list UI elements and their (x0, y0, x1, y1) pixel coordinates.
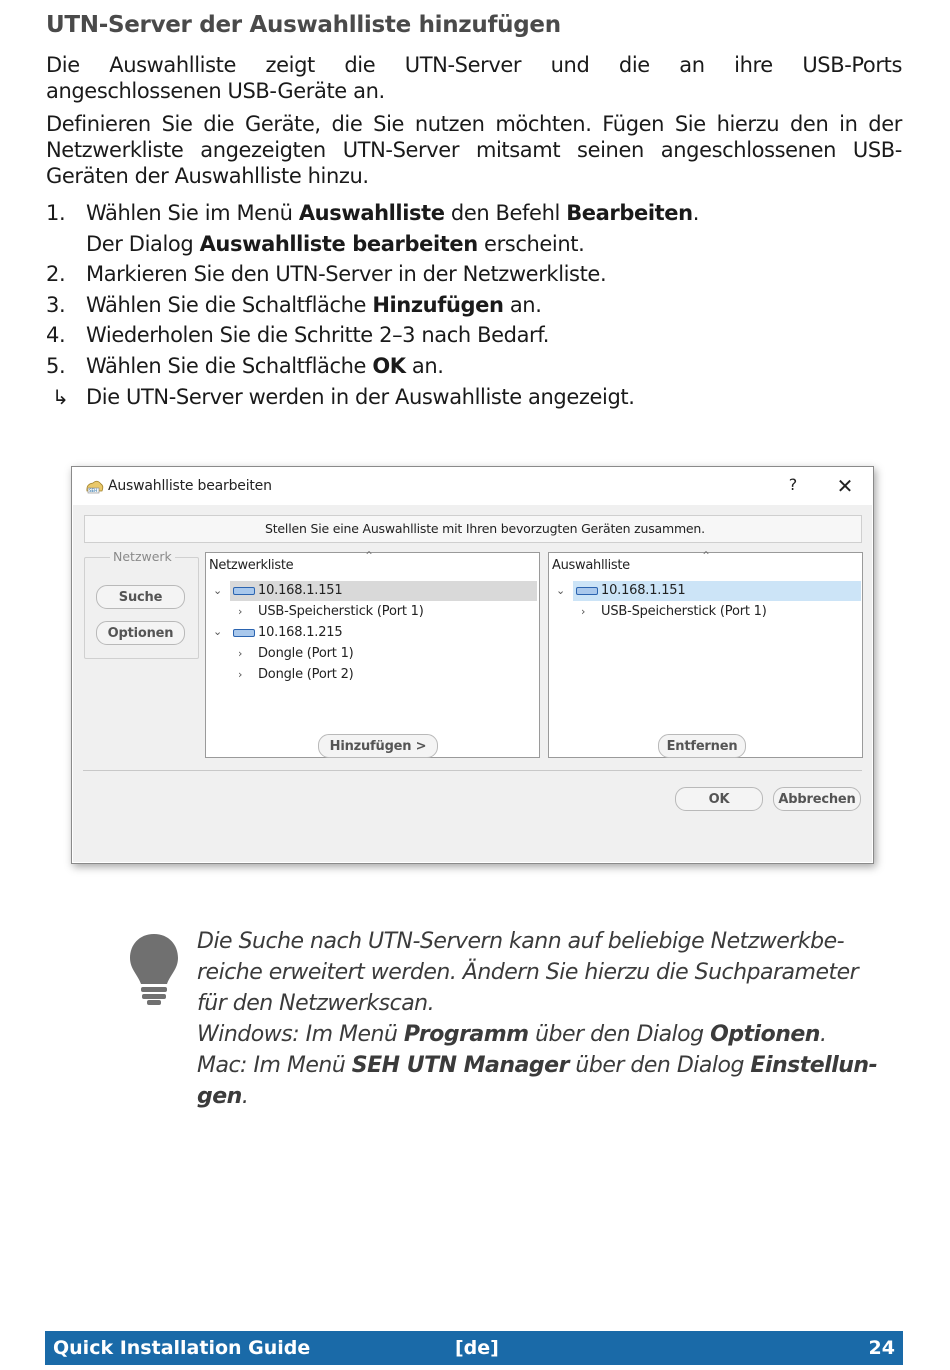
step-text: an. (405, 353, 444, 378)
chevron-right-icon[interactable]: › (238, 647, 243, 660)
help-button[interactable]: ? (788, 475, 798, 494)
hint-line: reiche erweitert werden. Ändern Sie hierzu die Suchparameter (197, 960, 859, 985)
step-result (46, 382, 902, 413)
step-text: erscheint. (477, 231, 585, 256)
hint-text-part: über den Dialog (568, 1053, 751, 1078)
step-number: 4. (46, 323, 66, 348)
intro2-line1: Definieren Sie die Geräte, die Sie nutzen möchten. Fügen Sie hierzu den in der (46, 112, 902, 136)
dialog-name: Einstellun- (750, 1053, 878, 1078)
sort-caret-icon: ⌃ (364, 549, 375, 563)
command-name: Bearbeiten (566, 201, 693, 225)
tree-label: 10.168.1.151 (258, 583, 343, 598)
hint-mac-line (197, 1050, 878, 1081)
hint-line: für den Netzwerkscan. (197, 991, 435, 1016)
intro-paragraph-2-l2 (46, 137, 902, 163)
step-text: Markieren Sie den UTN-Server in der Netzwerkliste. (86, 262, 607, 287)
step-text: Die UTN-Server werden in der Auswahlliste angezeigt. (86, 384, 635, 409)
step-4 (46, 320, 902, 351)
dialog-divider (83, 770, 862, 771)
selection-list-header[interactable]: Auswahlliste (552, 558, 630, 573)
step-1 (46, 198, 902, 229)
intro1-line2: angeschlossenen USB-Geräte an. (46, 79, 385, 103)
server-icon (233, 587, 255, 595)
network-group-label: Netzwerk (110, 549, 175, 564)
tree-row-server-1[interactable] (230, 581, 537, 601)
intro-paragraph-1-cont (46, 78, 902, 104)
step-text: Wählen Sie die Schaltfläche (86, 292, 373, 317)
result-arrow-icon: ↳ (52, 384, 69, 409)
selection-list-panel[interactable] (548, 549, 863, 758)
hint-text-part: über den Dialog (528, 1022, 711, 1047)
hint-mac-line-cont (197, 1081, 857, 1112)
chevron-right-icon[interactable]: › (238, 605, 243, 618)
edit-selection-dialog (71, 466, 874, 864)
tree-row-server-1[interactable] (573, 581, 861, 601)
step-number: 3. (46, 292, 66, 317)
hint-text-part: Mac: Im Menü (197, 1053, 352, 1078)
step-number: 2. (46, 262, 66, 287)
chevron-down-icon[interactable]: ⌄ (213, 625, 223, 638)
tree-label: USB-Speicherstick (Port 1) (601, 604, 767, 619)
hint-line: Die Suche nach UTN-Servern kann auf beliebige Netzwerkbe- (197, 929, 845, 954)
step-text: den Befehl (444, 201, 567, 225)
remove-button[interactable]: Entfernen (658, 734, 746, 758)
button-name: OK (372, 353, 406, 378)
button-name: Hinzufügen (372, 292, 504, 317)
step-number: 5. (46, 353, 66, 378)
page-number: 24 (868, 1337, 895, 1359)
menu-name: Auswahlliste (298, 201, 445, 225)
tree-label: 10.168.1.151 (601, 583, 686, 598)
tree-label: 10.168.1.215 (258, 625, 343, 640)
step-5 (46, 351, 902, 382)
menu-name: SEH UTN Manager (351, 1053, 569, 1078)
intro-paragraph-1 (46, 52, 902, 78)
network-list-panel[interactable] (205, 549, 540, 758)
dialog-name: gen (197, 1084, 242, 1109)
info-bar (84, 515, 862, 543)
server-icon (576, 587, 598, 595)
intro1-line1: Die Auswahlliste zeigt die UTN-Server und die an ihre USB-Ports (46, 53, 902, 77)
chevron-right-icon[interactable]: › (581, 605, 586, 618)
hint-text (197, 926, 878, 1112)
chevron-right-icon[interactable]: › (238, 668, 243, 681)
ok-button[interactable]: OK (675, 787, 763, 811)
intro2-line2: Netzwerkliste angezeigten UTN-Server mitsamt seinen angeschlossenen USB- (46, 138, 902, 162)
footer-guide-title: Quick Installation Guide (53, 1337, 311, 1359)
page-footer (45, 1331, 903, 1365)
info-text: Stellen Sie eine Auswahlliste mit Ihren bevorzugten Geräten zusammen. (265, 521, 705, 536)
step-text: Der Dialog (86, 231, 200, 256)
hint-text-part: Windows: Im Menü (197, 1022, 404, 1047)
add-button[interactable]: Hinzufügen > (318, 734, 438, 758)
hint-windows-line (197, 1019, 857, 1050)
tree-label: Dongle (Port 2) (258, 667, 354, 682)
step-text: . (692, 201, 699, 225)
step-text: an. (503, 292, 542, 317)
cancel-button[interactable]: Abbrechen (773, 787, 861, 811)
search-button[interactable]: Suche (96, 585, 185, 609)
step-number: 1. (46, 201, 66, 225)
tree-label: USB-Speicherstick (Port 1) (258, 604, 424, 619)
network-list-header[interactable]: Netzwerkliste (209, 558, 294, 573)
step-list (46, 198, 902, 412)
app-icon (84, 478, 104, 496)
intro2-line3: Geräten der Auswahlliste hinzu. (46, 164, 369, 188)
dialog-title: Auswahlliste bearbeiten (108, 478, 272, 494)
section-heading: UTN-Server der Auswahlliste hinzufügen (46, 12, 561, 38)
step-text: Wiederholen Sie die Schritte 2–3 nach Bedarf. (86, 323, 550, 348)
dialog-name: Auswahlliste bearbeiten (199, 231, 478, 256)
chevron-down-icon[interactable]: ⌄ (213, 584, 223, 597)
dialog-body (73, 505, 872, 862)
tree-label: Dongle (Port 1) (258, 646, 354, 661)
intro-paragraph-2 (46, 111, 902, 137)
step-3 (46, 290, 902, 321)
step-1-result (46, 229, 902, 260)
dialog-name: Optionen (710, 1022, 820, 1047)
hint-text-part: . (819, 1022, 827, 1047)
svg-text:SEH: SEH (89, 488, 98, 493)
close-button[interactable]: ✕ (836, 474, 854, 498)
footer-language: [de] (455, 1337, 499, 1359)
dialog-titlebar (72, 467, 873, 505)
step-2 (46, 259, 902, 290)
sort-caret-icon: ⌃ (701, 549, 712, 563)
intro-paragraph-2-l3 (46, 163, 902, 189)
lightbulb-icon (128, 932, 180, 1006)
network-group (84, 549, 199, 659)
step-text: Wählen Sie im Menü (86, 201, 299, 225)
menu-name: Programm (403, 1022, 529, 1047)
options-button[interactable]: Optionen (96, 621, 185, 645)
step-text: Wählen Sie die Schaltfläche (86, 353, 373, 378)
chevron-down-icon[interactable]: ⌄ (556, 584, 566, 597)
hint-text-part: . (241, 1084, 249, 1109)
server-icon (233, 629, 255, 637)
